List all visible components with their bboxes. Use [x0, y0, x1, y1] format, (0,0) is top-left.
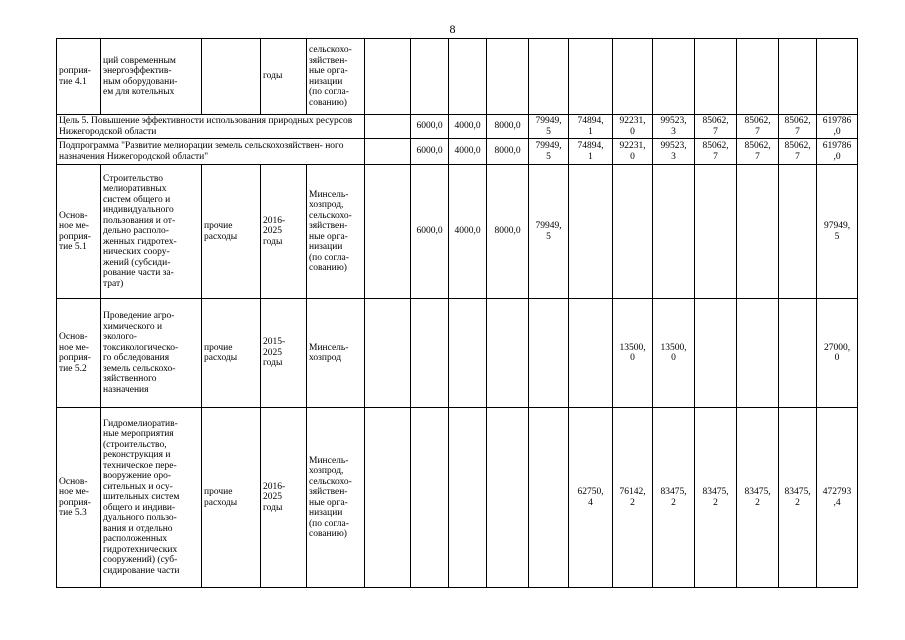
table-row-measure	[57, 165, 858, 299]
value-cell	[449, 39, 487, 115]
value-cell	[569, 165, 613, 299]
value-cell: 6000,0	[411, 115, 449, 139]
value-cell	[365, 115, 411, 139]
value-cell	[695, 39, 737, 115]
measure-code: роприя- тие 4.1	[57, 39, 101, 115]
value-cell: 27000, 0	[817, 299, 858, 408]
value-cell	[365, 39, 411, 115]
measure-code: Основ- ное ме- роприя- тие 5.1	[57, 165, 101, 299]
value-cell	[737, 165, 779, 299]
value-cell: 83475, 2	[737, 408, 779, 588]
value-cell: 6000,0	[411, 139, 449, 165]
value-cell	[449, 408, 487, 588]
value-cell: 4000,0	[449, 139, 487, 165]
value-cell: 85062, 7	[737, 115, 779, 139]
value-cell: 8000,0	[487, 165, 529, 299]
value-cell: 619786 ,0	[817, 139, 858, 165]
period: 2016- 2025 годы	[261, 165, 307, 299]
value-cell	[411, 39, 449, 115]
value-cell: 92231, 0	[613, 139, 653, 165]
value-cell	[365, 165, 411, 299]
value-cell: 85062, 7	[779, 139, 817, 165]
value-cell	[613, 165, 653, 299]
value-cell: 83475, 2	[695, 408, 737, 588]
value-cell	[529, 299, 569, 408]
value-cell	[569, 299, 613, 408]
value-cell	[779, 39, 817, 115]
value-cell	[653, 165, 695, 299]
measure-name: Проведение агро- химического и эколого- токсикологическо- го обследования земель сельскохо- зяйственного назначения	[101, 299, 202, 408]
value-cell	[569, 39, 613, 115]
value-cell	[653, 39, 695, 115]
value-cell: 97949, 5	[817, 165, 858, 299]
expense-type: прочие расходы	[202, 408, 261, 588]
value-cell: 74894, 1	[569, 115, 613, 139]
measure-code: Основ- ное ме- роприя- тие 5.3	[57, 408, 101, 588]
table-row-goal5	[57, 115, 858, 139]
expense-type: прочие расходы	[202, 165, 261, 299]
value-cell: 4000,0	[449, 165, 487, 299]
period: 2015- 2025 годы	[261, 299, 307, 408]
value-cell: 8000,0	[487, 139, 529, 165]
value-cell	[529, 408, 569, 588]
budget-table	[56, 38, 858, 588]
value-cell: 79949, 5	[529, 165, 569, 299]
executor: сельскохо- зяйствен- ные орга- низации (по согла- сованию)	[307, 39, 365, 115]
value-cell	[613, 39, 653, 115]
table-row-measure	[57, 408, 858, 588]
value-cell	[365, 139, 411, 165]
value-cell: 79949, 5	[529, 115, 569, 139]
value-cell	[737, 39, 779, 115]
value-cell	[487, 408, 529, 588]
value-cell: 4000,0	[449, 115, 487, 139]
value-cell	[449, 299, 487, 408]
expense-type: прочие расходы	[202, 299, 261, 408]
executor: Минсель- хозпрод, сельскохо- зяйствен- ные орга- низации (по согла- сованию)	[307, 165, 365, 299]
value-cell	[365, 299, 411, 408]
value-cell	[487, 39, 529, 115]
value-cell: 13500, 0	[613, 299, 653, 408]
row-label: Цель 5. Повышение эффективности использования природных ресурсов Нижегородской области	[57, 115, 365, 139]
executor: Минсель- хозпрод	[307, 299, 365, 408]
table-row-continued	[57, 39, 858, 115]
value-cell: 6000,0	[411, 165, 449, 299]
table-row-subprogram	[57, 139, 858, 165]
value-cell	[411, 299, 449, 408]
value-cell	[779, 299, 817, 408]
value-cell: 99523, 3	[653, 139, 695, 165]
measure-name: Строительство мелиоративных систем общего и индивидуального пользования и от- дельно располо- женных гидротех- нических соору- жений (субсиди- рование части за- трат)	[101, 165, 202, 299]
executor: Минсель- хозпрод, сельскохо- зяйствен- ные орга- низации (по согла- сованию)	[307, 408, 365, 588]
value-cell	[737, 299, 779, 408]
value-cell: 85062, 7	[695, 139, 737, 165]
value-cell: 99523, 3	[653, 115, 695, 139]
value-cell: 92231, 0	[613, 115, 653, 139]
value-cell	[487, 299, 529, 408]
value-cell	[411, 408, 449, 588]
value-cell: 76142, 2	[613, 408, 653, 588]
value-cell: 13500, 0	[653, 299, 695, 408]
value-cell: 472793 ,4	[817, 408, 858, 588]
value-cell	[365, 408, 411, 588]
value-cell: 619786 ,0	[817, 115, 858, 139]
value-cell	[817, 39, 858, 115]
value-cell: 62750, 4	[569, 408, 613, 588]
value-cell: 8000,0	[487, 115, 529, 139]
value-cell: 85062, 7	[779, 115, 817, 139]
value-cell	[529, 39, 569, 115]
value-cell	[695, 299, 737, 408]
period: годы	[261, 39, 307, 115]
value-cell: 85062, 7	[737, 139, 779, 165]
measure-name: Гидромелиоратив- ные мероприятия (строительство, реконструкция и техническое пере- вооружение оро- сительных и осу- шительных систем общего и индиви- дуального пользо- вания и отдельно расположенных гидротехнических сооружений) (суб- сидирование части	[101, 408, 202, 588]
table-row-measure	[57, 299, 858, 408]
expense-type	[202, 39, 261, 115]
page-number: 8	[449, 22, 456, 36]
value-cell: 79949, 5	[529, 139, 569, 165]
value-cell: 85062, 7	[695, 115, 737, 139]
value-cell	[779, 165, 817, 299]
row-label: Подпрограмма "Развитие мелиорации земель сельскохозяйствен- ного назначения Нижегородской области"	[57, 139, 365, 165]
value-cell: 83475, 2	[779, 408, 817, 588]
value-cell: 74894, 1	[569, 139, 613, 165]
period: 2016- 2025 годы	[261, 408, 307, 588]
measure-code: Основ- ное ме- роприя- тие 5.2	[57, 299, 101, 408]
value-cell: 83475, 2	[653, 408, 695, 588]
measure-name: ций современным энергоэффектив- ным оборудовани- ем для котельных	[101, 39, 202, 115]
value-cell	[695, 165, 737, 299]
